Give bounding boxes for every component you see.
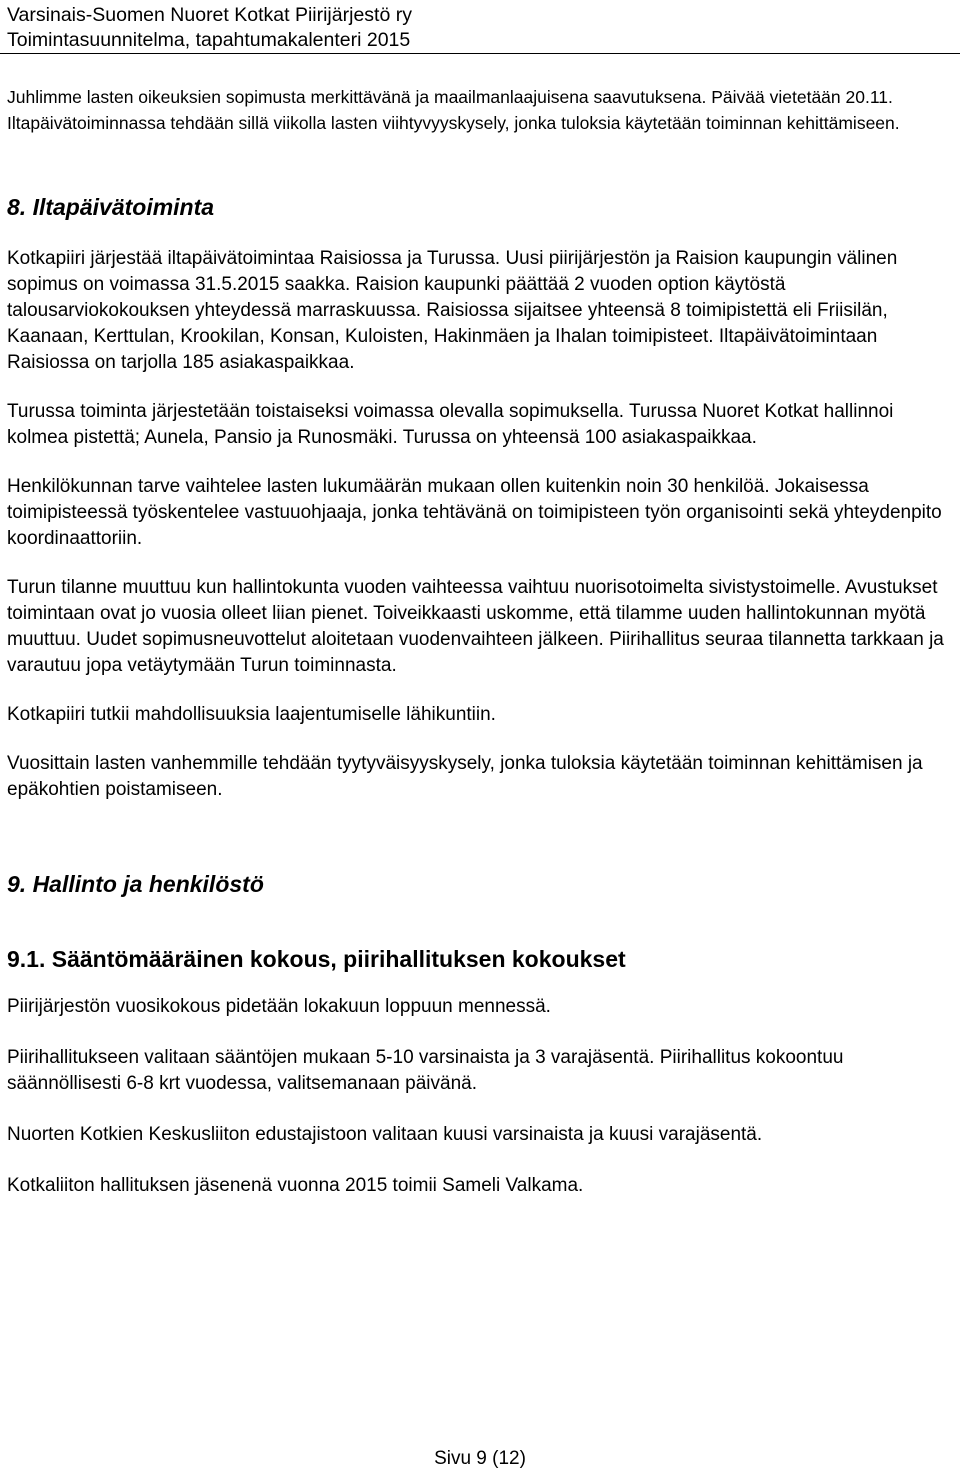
section-9-1-heading: 9.1. Sääntömääräinen kokous, piirihallituksen kokoukset [7,946,626,972]
section-9-heading: 9. Hallinto ja henkilöstö [7,871,264,897]
section-8-paragraph-6: Vuosittain lasten vanhemmille tehdään tyytyväisyyskysely, jonka tuloksia käytetään toiminnan kehittämisen ja epäkohtien poistamiseen. [7,753,923,800]
intro-paragraph: Juhlimme lasten oikeuksien sopimusta merkittävänä ja maailmanlaajuisena saavutuksena. Päivää vietetään 20.11. Iltapäivätoiminnassa tehdään sillä viikolla lasten viihtyvyyskysely, jonka tuloksia käytetään toiminnan kehittämiseen. [7,87,900,133]
page-header [7,3,953,53]
section-9-1-paragraph-3: Nuorten Kotkien Keskusliiton edustajistoon valitaan kuusi varsinaista ja kuusi varajäsentä. [7,1124,763,1145]
section-9-1-paragraph-1: Piirijärjestön vuosikokous pidetään lokakuun loppuun mennessä. [7,996,551,1017]
section-8-paragraph-2: Turussa toiminta järjestetään toistaiseksi voimassa olevalla sopimuksella. Turussa Nuoret Kotkat hallinnoi kolmea pistettä; Aunela, Pansio ja Runosmäki. Turussa on yhteensä 100 asiakaspaikkaa. [7,401,894,448]
section-8-paragraph-5: Kotkapiiri tutkii mahdollisuuksia laajentumiselle lähikuntiin. [7,704,496,725]
header-divider [0,53,960,54]
page-number: Sivu 9 (12) [434,1448,526,1469]
section-9-1-paragraph-2: Piirihallitukseen valitaan sääntöjen mukaan 5-10 varsinaista ja 3 varajäsentä. Piirihallitus kokoontuu säännöllisesti 6-8 krt vuodessa, valitsemanaan päivänä. [7,1047,844,1094]
section-8-paragraph-3: Henkilökunnan tarve vaihtelee lasten lukumäärän mukaan ollen kuitenkin noin 30 henkilöä. Jokaisessa toimipisteessä työskentelee vastuuohjaaja, jonka tehtävänä on toimipisteen työn organisointi sekä yhteydenpito koordinaattoriin. [7,476,942,549]
section-8-paragraph-4: Turun tilanne muuttuu kun hallintokunta vuoden vaihteessa vaihtuu nuorisotoimelta sivistystoimelle. Avustukset toimintaan ovat jo vuosia olleet liian pienet. Toiveikkaasti uskomme, että tilamme uuden hallintokunnan myötä muuttuu. Uudet sopimusneuvottelut aloitetaan vuodenvaihteen jälkeen. Piirihallitus seuraa tilannetta tarkkaan ja varautuu jopa vetäytymään Turun toiminnasta. [7,577,944,676]
header-organization: Varsinais-Suomen Nuoret Kotkat Piirijärjestö ry [7,4,412,26]
section-9-1-paragraph-4: Kotkaliiton hallituksen jäsenenä vuonna 2015 toimii Sameli Valkama. [7,1175,584,1196]
section-8-paragraph-1: Kotkapiiri järjestää iltapäivätoimintaa Raisiossa ja Turussa. Uusi piirijärjestön ja Raision kaupungin välinen sopimus on voimassa 31.5.2015 saakka. Raision kaupunki päättää 2 vuoden option käytöstä talousarviokokouksen yhteydessä marraskuussa. Raisiossa sijaitsee yhteensä 8 toimipistettä eli Friisilän, Kaanaan, Kerttulan, Krookilan, Konsan, Kuloisten, Hakinmäen ja Ihalan toimipisteet. Iltapäivätoimintaan Raisiossa on tarjolla 185 asiakaspaikkaa. [7,248,898,373]
document-body [7,84,953,1199]
section-8-heading: 8. Iltapäivätoiminta [7,194,215,220]
header-document-title: Toimintasuunnitelma, tapahtumakalenteri 2015 [7,29,411,51]
